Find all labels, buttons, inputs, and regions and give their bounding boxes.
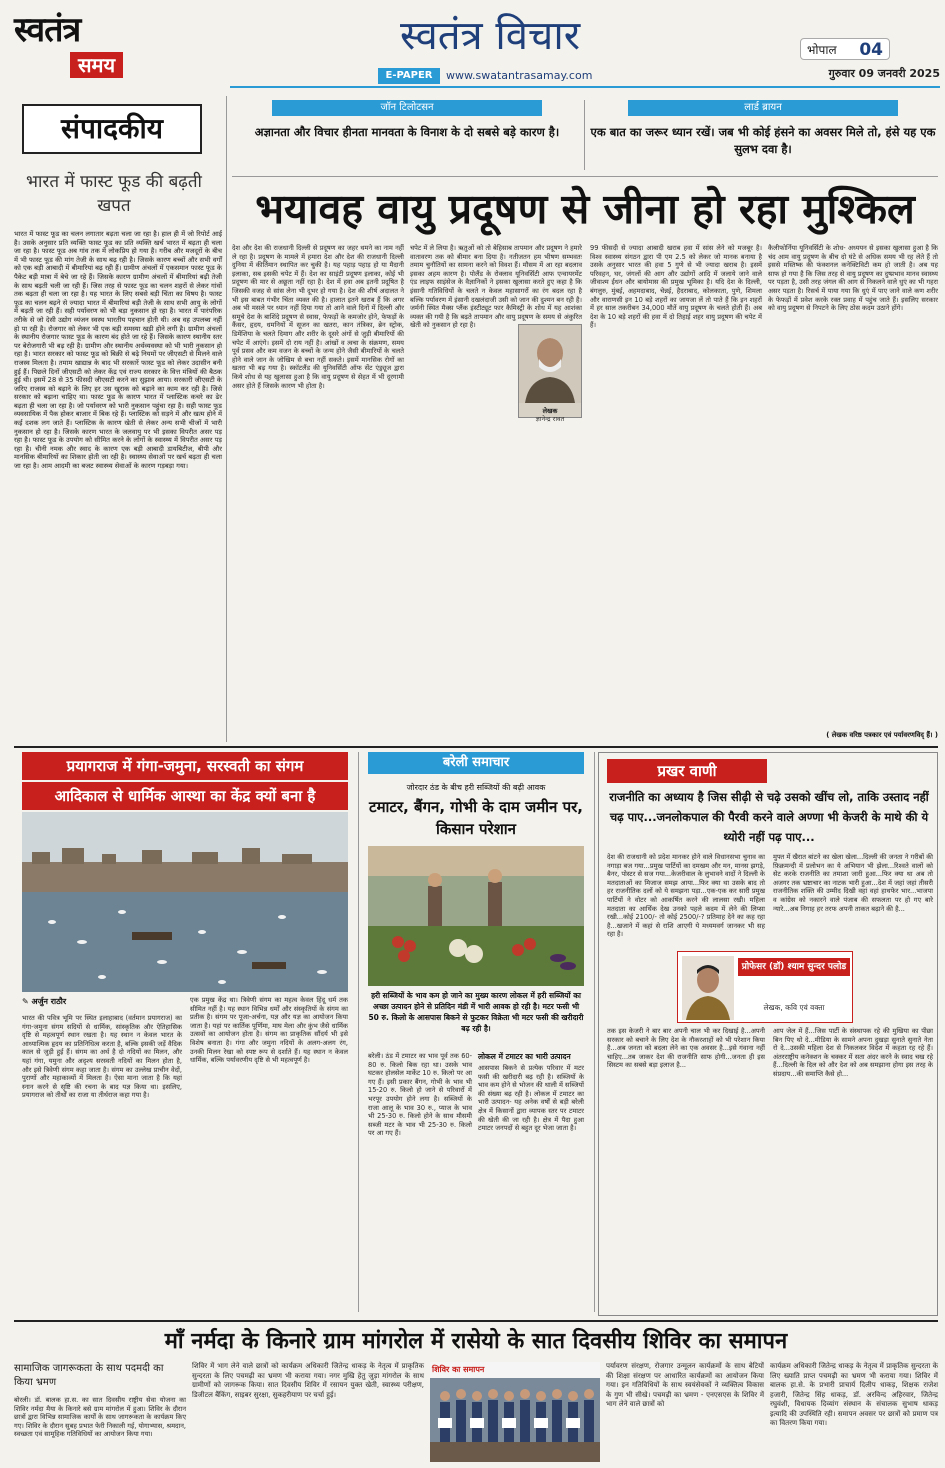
quote-2: [588, 96, 938, 176]
bareilly-kicker: जोरदार ठंड के बीच हरी सब्जियों की बढ़ी आवक: [406, 783, 546, 792]
vegetable-market-photo: [368, 846, 584, 986]
quote-divider: [584, 100, 585, 170]
lead-col-1: [232, 244, 404, 740]
bareilly-subhead: लोकल में टमाटर का भारी उत्पादन: [478, 1052, 571, 1061]
prakhar-section: प्रखर वाणी: [607, 759, 767, 783]
author-caption-name: ज्ञानेन्द्र रावत: [535, 415, 565, 423]
prayagraj-col-1: [22, 1014, 182, 1314]
logo[interactable]: [14, 10, 140, 88]
narmada-body-mid2-text: पर्यावरण संरक्षण, रोजगार उन्मूलन कार्यक्रमों के साथ बेटियों की शिक्षा संरक्षण पर आधारित कार्यक्रमों का आयोजन किया गया। इन गतिविधियों के साथ स्वयंसेवकों ने व्यक्तित्व विकास के गुण भी सीखे। पचमढ़ी का भ्रमण - एनएसएस के शिविर में भाग लेने वाले छात्रों को: [606, 1362, 764, 1408]
lead-col-3-text: 99 फीसदी से ज्यादा आबादी खराब हवा में सांस लेने को मजबूर है। विश्व स्वास्थ्य संगठन द्वारा पी एम 2.5 को लेकर जो मानक बनाया है उसके अनुसार भारत की हवा 5 गुणे से भी ज्यादा खराब है। इसमें परिवहन, घर, जंगलों की आग और उद्योगों आदि में जलाये जाने वाले जीवाश्म ईंधन और बायोमास की प्रमुख भूमिका है। यदि देश के दिल्ली, बंगलुरु, मुंबई, अहमदाबाद, चेन्नई, हैदराबाद, कोलकाता, पुणे, शिमला और वाराणसी इन 10 बड़े शहरों का जायजा लें तो पाते हैं कि इन शहरों में हर साल तकरीबन 34,000 मौतें वायु प्रदूषण के चलते होती हैं। अब देश के 10 बड़े शहरों की हवा में दो तिहाई शहर वायु प्रदूषण की चपेट में हैं।: [590, 244, 762, 330]
bareilly-col-1-text: बरेली। ठंड में टमाटर का भाव पूर्व तक 60-80 रु. किलो बिक रहा था। उसके भाव घटकर होलसेल मार्केट 10 रु. किलो पर आ गए हैं। इसी प्रकार बैंगन, गोभी के भाव भी 15-20 रु. किलो हो जाने से परिवारों में भरपूर उपयोग होने लगा है। सब्जियों के राजा आलू के भाव 30 रु., प्याज के भाव भी 25-30 रु. किलो होने के साथ मौसमी सब्जी मटर के भाव भी 25-30 रु. किलो पर आ गए हैं।: [368, 1052, 472, 1138]
lead-col-2-text: चपेट में ले लिया है। ऋतुओं को तो बेहिसाब तापमान और प्रदूषण ने हमारे वातावरण तक को बीमार बना दिया है। नतीजतन हम भीषण सम्भवतः तमाम चुनौतियों का सामना करने को विवश हैं। मौसम में आ रहा बदलाव इसका अहम कारण है। पोलैंड के रोक्लाव यूनिवर्सिटी आफ एन्वायरमेंट एंड लाइफ साइंसेज के वैज्ञानिकों ने इसका खुलासा करते हुए कहा है कि इंसानी गतिविधियों के चलते न केवल महासागरों का रंग बदल रहा है बल्कि पर्यावरण में इंसानी दखलंदाजी उसी को जान की दुश्मन बन रही है। जर्मनी स्थित मैक्स प्लैंक इंस्टीट्यूट फार कैमिस्ट्री के शोध में यह आशंका व्यक्त की गयी है कि बढ़ते तापमान और वायु प्रदूषण के समय से अंकुरित खेती को नुकसान हो रहा है।: [410, 244, 582, 330]
prakhar-author-title: लेखक, कवि एवं वक्ता: [763, 1003, 825, 1012]
page-number: 04: [859, 40, 883, 60]
sangam-photo: [22, 812, 348, 992]
narmada-body-mid1: [192, 1362, 424, 1460]
prayagraj-col-2: [190, 996, 348, 1314]
bareilly-col-1: [368, 1052, 472, 1314]
narmada-body-left: [14, 1396, 186, 1460]
prayagraj-divider: [358, 752, 359, 1312]
bareilly-divider: [594, 752, 595, 1312]
editorial-divider: [226, 96, 227, 742]
quote-2-author: लार्ड ब्रायन: [628, 100, 898, 116]
logo-bottom: समय: [70, 52, 123, 78]
lead-headline: भयावह वायु प्रदूषण से जीना हो रहा मुश्किल: [255, 185, 915, 233]
prakhar-col-1b: [607, 1027, 765, 1313]
lead-col-4-text: कैलीफोर्निया यूनिवर्सिटी के शोध- अध्ययन से इसका खुलासा हुआ है कि चंद आम वायु प्रदूषण के बीच दो घंटे से अधिक समय भी रह लेते हैं तो इससे मस्तिष्क की फंक्शनल कनेक्टिविटी कम हो जाती है। अब यह साफ हो गया है कि जिस तरह से वायु प्रदूषण का दुष्प्रभाव मानव स्वास्थ्य पर पड़ता है, उसी तरह जंगल की आग से निकलने वाले धुएं का भी गहरा असर पड़ता है। रिसर्च में पाया गया कि धुएं में पाए जाने वाले कण शरीर के फेफड़ों में प्रवेश करके रक्त प्रवाह में पहुंच जाते हैं। इसलिए सरकार को वायु प्रदूषण से निपटने के लिए ठोस कदम उठाने होंगे।: [768, 244, 938, 313]
quotes-bottom-rule: [232, 176, 938, 177]
lead-col-1-text: देश और देश की राजधानी दिल्ली से प्रदूषण का जहर थमने का नाम नहीं ले रहा है। प्रदूषण के मामले में हमारा देश और देश की राजधानी दिल्ली दुनिया में कीर्तिमान स्थापित कर चुकी है। यह पहाड़ पहाड़ हो या मैदानी इलाका, सब इसकी चपेट में हैं। देश का साइंटी प्रदूषण इलाका, कोई भी प्रदूषण की मार से अछूता नहीं रहा है। देश में हवा अब इतनी प्रदूषित है जिसकी वजह से सांस लेना भी दूभर हो गया है। देश की शीर्ष अदालत ने भी इस बाबत गंभीर चिंता व्यक्त की है। हालात इतने खराब हैं कि अगर अब भी मसले पर ध्यान नहीं दिया गया तो आने वाले दिनों में दिल्ली और समूचे देश के बाशिंदे प्रदूषण से स्वास, फेफड़ों के कमजोर होने, फेफड़ों के कैंसर, हृदय, धमनियों में सूजन का खतरा, कान तंत्रिका, ब्रेन स्ट्रोक, डिमेंशिया के चलते दिमाग और शरीर के दूसरे अंगों से जुड़ी बीमारियों की चपेट में आएंगे। इसमें दो राय नहीं है। आंखों व त्वचा के संक्रमण, समय पूर्व प्रसव और कम वजन के बच्चों के जन्म होने जैसी बीमारियों के चलते होने वाले जान के जोखिम से बचा नहीं सकते। इसमें मानसिक रोगों का खतरा भी बढ़ गया है। स्कॉटलैंड की यूनिवर्सिटी ऑफ सेंट एंड्र्यूज द्वारा किये शोध से यह खुलासा हुआ है कि वायु प्रदूषण से सेहत में भी दूरगामी असर होते हैं जिसके कारण भी होता है।: [232, 244, 404, 390]
narmada-body-right: [770, 1362, 938, 1460]
bareilly-headline: टमाटर, बैंगन, गोभी के दाम जमीन पर, किसान परेशान: [369, 798, 583, 838]
prakhar-headline: राजनीति का अध्याय है जिस सीढ़ी से चढ़े उसको खींच लो, ताकि उस्ताद नहीं चढ़ पाए...जनलोकपाल की पैरवी करने वाले अण्णा भी केजरी के माथे की ये थ्योरी नहीं पढ़ पाए...: [609, 790, 929, 844]
lead-col-4: [768, 244, 938, 728]
epaper-label: E-PAPER: [378, 68, 440, 84]
narmada-sub-left: सामाजिक जागरूकता के साथ पदमदी का किया भ्रमण: [14, 1363, 164, 1388]
bareilly-section: बरेली समाचार: [368, 752, 584, 774]
prakhar-col-3-text: आप जेल में हैं...जिस पार्टी के संस्थापक रहे की मुखिया का पीछा बिन पिए थो दे...मीडिया के सामने अपना दुखड़ा सुनाते सुनाते नेता रो दे...उसकी महिला देश से निकलकर विदेश में कहता रह रहे हैं। अंतरराष्ट्रीय कनेक्शन के चक्कर में सता अंदर करने के स्वाद चख रहे हैं...दिल्ली के दिल को और देश को अब समझाना होगा इस तरह के संप्रदाय...की समाप्ति कैसे हो...: [773, 1027, 933, 1078]
narmada-headline: माँ नर्मदा के किनारे ग्राम मांगरोल में रासेयो के सात दिवसीय शिविर का समापन: [164, 1329, 788, 1354]
logo-top: स्वतंत्र: [14, 10, 81, 50]
quote-1-author: जॉन टिलोटसन: [272, 100, 542, 116]
narmada-body-right-text: कार्यक्रम अधिकारी जितेन्द्र धाकड़ के नेतृत्व में प्राकृतिक सुन्दरता के लिए ख्याति प्राप्त पचमढ़ी का भ्रमण भी कराया गया। शिविर में बालक हा.से. के प्रभारी प्राचार्य दिलीप धाकड़, शिक्षक राजेश हजारी, जितेन्द्र सिंह धाकड़, डॉ. अरविन्द अहिरवार, जितेन्द्र रघुवंशी, विधायक दिव्यांग संस्थान के संचालक सुभाष धाकड़ इत्यादि की उपस्थिति रही। समापन अवसर पर छात्रों को प्रमाण पत्र का वितरण किया गया।: [770, 1362, 938, 1427]
pen-icon: ✎: [22, 997, 32, 1006]
section-title: स्वतंत्र विचार: [399, 13, 581, 59]
prakhar-col-2-text: मुफ्त में खैरात बांटने का खेला खेला...दिल्ली की जनता ने गरीबों की फ़िक्रमन्दी में प्रलोभन का ये अभियान भी झेला...रिश्वते वालों को सेट करके राजनीति का तमाशा जारी हुआ...फिर क्या था अब तो अजगर तक भ्रष्टाचार का नाटक भारी हुआ...देश में जहां जहां तीसरी राजनीतिक शक्ति की उम्मीद दिखी वहां वहां हाथफेर भार...भाजपा व कांग्रेस को नकारने वाले पंजाब की सफलता पर हो गए बारे न्यारे...अब निगाह हर तरफ अपनी ताकत बढ़ाने की है...: [773, 853, 933, 913]
bottom-rule: [14, 1320, 938, 1322]
prakhar-author-box: [677, 951, 853, 1023]
prakhar-block: [598, 752, 938, 1316]
bareilly-col-2-text: आसपास बिकने से प्रत्येक परिवार में मटर फसी की खरीदारी बढ़ रही है। सब्जियों के भाव कम होने से भोजन की थाली में सब्जियों की संख्या बढ़ रही है। लोकल में टमाटर का भारी उत्पादन- यह अनेक वर्षों से बड़ी बरेली क्षेत्र में किसानों द्वारा व्यापक स्तर पर टमाटर की खेती की जा रही है। क्षेत्र में पैदा हुआ टमाटर जनपदों से बहुत दूर भेजा जाता है।: [478, 1064, 584, 1133]
masthead-rule: [230, 86, 940, 88]
author-photo-box: [518, 324, 582, 423]
editorial-label-box: [22, 104, 202, 154]
prayagraj-headline-1: प्रयागराज में गंगा-जमुना, सरस्वती का संगम: [22, 752, 348, 780]
nss-photo-banner: शिविर का समापन: [432, 1365, 485, 1374]
quote-1-text: अज्ञानता और विचार हीनता मानवता के विनाश के दो सबसे बड़े कारण है।: [254, 125, 560, 139]
narmada-body-mid2: [606, 1362, 764, 1460]
editorial-column: [14, 94, 222, 744]
prayagraj-headline-2: आदिकाल से धार्मिक आस्था का केंद्र क्यों बना है: [22, 782, 348, 810]
prakhar-col-4-text: तक इस केजरी ने बार बार अपनी चाल भी कर दिखाई है...अपनी सरकार को बचाने के लिए देश के नौकरशाहों को भी परेशान किया है...अब जनता को बदला लेने का एक अवसर है...इसे गंवाना नहीं चाहिए...तब जाकर देश की राजनीति साफ होगी...जनता ही इस सिस्टम का सबसे बड़ा इलाज है...: [607, 1027, 765, 1070]
editorial-body: भारत में फास्ट फूड का चलन लगातार बढ़ता चला जा रहा है। हाल ही में जो रिपोर्ट आई है। उसके अनुसार प्रति व्यक्ति फास्ट फूड का प्रति व्यक्ति खर्च भारत में बढ़ता ही चला जा रहा है। फास्ट फूड अब गांव तक में लोकप्रिय हो गया है। गरीब और मजदूरों के बीच में भी फास्ट फूड की मांग तेजी के साथ बढ़ रही है। जिसके कारण बच्चों और सभी वर्गों को एक बड़ी आबादी में बीमारियां बढ़ रही हैं। ग्रामीण अंचलों में एकसमान फास्ट फूड के पैकेट बड़ी मात्रा में बेचे जा रहे हैं। जिसके कारण ग्रामीण अंचलों में बीमारियां बढ़ी तेजी के साथ बढ़ती चली जा रही हैं। जिस तरह से फास्ट फूड का चलन शहरों से लेकर गांवों तक बढ़ता ही चला जा रहा है। यह भारत के लिए सबसे बड़ी चिंता का विषय है। फास्ट फूड का चलन बढ़ने से ज्यादा भारत में बीमारियां बड़ी तेजी के साथ सभी आयु के लोगों में बढ़ती जा रही हैं। सही पर्यावरण को भी बड़ा नुकसान हो रहा है। भारत में पारंपरिक तरीके से जो देसी उद्योग व्यंजन स्वस्थ भारतीय पहचान होती थी। अब वह उपलब्ध नहीं हो पा रही है। रोजगार को लेकर भी एक बड़ी समस्या खड़ी होने लगी है। ग्रामीण अंचलों के स्थानीय रोजगार फास्ट फूड के कारण बंद होते जा रहे हैं। जिसके कारण स्थानीय स्तर पर बेरोजगारी भी बढ़ रही है। ग्रामीण और स्थानीय अर्थव्यवस्था को भी भारी नुकसान हो रहा है। भारत सरकार को फास्ट फूड को बिक्री से बढ़े नियमों पर जीएसटी से मिलने वाले राजस्व मिलता है। तमाम खाद्यान्न के बाद भी सरकारें फास्ट फूड को लेकर उदासीन बनी हुई हैं। पिछले दिनों जीएसटी को लेकर केंद्र एवं राज्य सरकार के वित्त मंत्रियों की बैठक हुई थी। इसमें 28 से 35 फीसदी जीएसटी करने का सुझाव आया। सरकारी जीएसटी के जरिए राजस्व को बढ़ाने के लिए हर उस खुराक को बढ़ाने का काम कर रही है। जिसे सरकार को बढ़ाना चाहिए था। फास्ट फूड के कारण भारत में प्लास्टिक कचरे का ढेर बढ़ता ही चला जा रहा है। जो पर्यावरण को भारी नुकसान पहुंचा रहा है। सही फास्ट फूड व्यवसायिक मेंं पैक होकर बाजार में बिक रहे हैं। प्लास्टिक को सड़ने में और खत्म होने में कई दशक लग जाते हैं। प्लास्टिक के कारण खेती से लेकर अन्य सभी चीजों में भारी नुकसान हो रहा है। जिसके कारण भारत के जलवायु पर भी इसका विपरीत असर पड़ रहा है। फास्ट फूड के उपयोग को सीमित करने के लोगों के स्वास्थ्य में विपरीत असर पड़ रहा है। चीनी नमक और स्वाद के कारण एक बड़ी आबादी डायबिटीज, बीपी और मानसिक बीमारियों का शिकार होती जा रही है। स्वास्थ्य सेवाओं पर खर्च बढ़ता ही चला जा रहा है। आम आदमी का बजट स्वास्थ्य सेवाओं के कारण गड़बड़ा गया।: [14, 230, 222, 471]
lead-footnote: ( लेखक वरिष्ठ पत्रकार एवं पर्यावरणविद् हैं। ): [826, 731, 938, 739]
prakhar-author-photo: [682, 956, 734, 1020]
quote-1: [232, 96, 582, 176]
lead-col-3: [590, 244, 762, 740]
website-link[interactable]: www.swatantrasamay.com: [446, 69, 593, 82]
quote-2-text: एक बात का जरूर ध्यान रखें। जब भी कोई हंसने का अवसर मिले तो, हंसे यह एक सुलभ दवा है।: [590, 125, 936, 156]
editorial-title: भारत में फास्ट फूड की बढ़ती खपत: [26, 172, 202, 216]
mid-rule: [14, 746, 938, 748]
prakhar-col-1-text: देश की राजधानी को प्रदेश मानकर होने वाले विधानसभा चुनाव का नगाड़ा बज गया...प्रमुख पार्टियों का दमखम और मन, मानस झगड़े, बैनर, पोस्टर से सज गया...केजरीवाल के लुभावने वादों ने दिल्ली के मतदाताओं का मिजाज समझ आया...फिर क्या था उसके बाद तो हर राजनीतिक दलों को ये समझना पड़ा...एक-एक कर सारी प्रमुख पार्टियों ने वोटर को आकर्षित करने की लालसा रखी। महिला मतदाता का आर्थिक देख उनको पहले कदम में लेने की लिप्सा रखी...कोई 2100/- तो कोई 2500/-? प्रतिमाह देने का कह रहा है...खजाने में कहां से राशि आएगी ये मध्यमवर्ग जानकर भी सह रहा है।: [607, 853, 765, 939]
lead-col-2: [410, 244, 582, 740]
prakhar-col-1: [607, 853, 765, 949]
prayagraj-byline-text: अर्जुन राठौर: [31, 997, 67, 1006]
quotes-bar: [232, 96, 938, 176]
prakhar-col-3: [773, 1027, 933, 1313]
city-badge: [800, 38, 890, 60]
narmada-body-mid1-text: शिविर में भाग लेने वाले छात्रों को कार्यक्रम अधिकारी जितेन्द्र धाकड़ के नेतृत्व में प्राकृतिक सुन्दरता के लिए पचमढ़ी का भ्रमण भी कराया गया। नगर मुखि हेतु जुड़ा मांगरोल के साथ ग्रामीणों को जागरूक किया। सात दिवसीय शिविर में रसायन युक्त खेती, स्वास्थ्य परीक्षण, डिजीटल बैंकिंग, साइबर सुरक्षा, सुकहरीयाण पर चर्चा हुई।: [192, 1362, 424, 1399]
prayagraj-col-1-text: भारत की पवित्र भूमि पर स्थित इलाहाबाद (वर्तमान प्रयागराज) का गंगा-जमुना संगम सदियों से धार्मिक, सांस्कृतिक और ऐतिहासिक दृष्टि से महत्वपूर्ण स्थान रखता है। यह स्थान न केवल भारत के आध्यात्मिक हृदय का प्रतिनिधित्व करता है, बल्कि इसकी जड़ें वैदिक काल से जुड़ी हुई हैं। संगम का अर्थ है दो नदियों का मिलन, और यहां गंगा, यमुना और अदृश्य सरस्वती नदियों का मिलन होता है, और इसे त्रिवेणी संगम कहा जाता है। संगम का उल्लेख प्राचीन वेदों, पुराणों और महाकाव्यों में मिलता है। ऐसा माना जाता है कि यहां स्नान करने से सृष्टि की रचना के बाद यज्ञ किया था। इसलिए, प्रयागराज को तीर्थों का राजा या तीर्थराज कहा गया है।: [22, 1014, 182, 1100]
editorial-label: संपादकीय: [61, 112, 163, 145]
date: गुरुवार 09 जनवरी 2025: [828, 67, 940, 80]
masthead: [0, 0, 945, 92]
author-photo: [519, 325, 581, 403]
bareilly-col-2: [478, 1052, 584, 1314]
prakhar-col-2: [773, 853, 933, 949]
narmada-body-left-text: बोरली। डॉ. बालक हा.स. का सात दिवसीय राष्ट्रीय सेवा योजना का शिविर नर्मदा मैया के किनारे बसे ग्राम मांगरोल में हुआ। शिविर के दौरान छात्रों द्वारा विभिन्न सामाजिक कार्यों के साथ जागरूकता के कार्यक्रम किए गए। शिविर के दौरान सुबह प्रभात फेरी निकाली गई, योगाभ्यास, श्रमदान, स्वच्छता एवं सामूहिक गतिविधियों का आयोजन किया गया।: [14, 1396, 186, 1439]
nss-camp-photo: [430, 1362, 600, 1462]
prayagraj-byline: [22, 996, 142, 1008]
bareilly-block: [362, 752, 590, 1316]
author-caption-label: लेखक: [542, 407, 558, 415]
city: भोपाल: [807, 43, 837, 57]
bareilly-caption: हरी सब्जियों के भाव कम हो जाने का मुख्य कारण लोकल में हरी सब्जियों का अच्छा उत्पादन होने से प्रतिदिन मंडी में भारी आवक हो रही है। मटर फसी भी 50 रु. किलो के आसपास बिकने से फुटकर विक्रेता भी मटर फसी की खरीदारी बढ़ रही है।: [368, 991, 584, 1033]
prayagraj-block: [14, 752, 354, 1316]
prakhar-author-name: प्रोफेसर (डॉ) श्याम सुन्दर पलोड: [738, 958, 850, 976]
prayagraj-col-2-text: एक प्रमुख केंद्र था। त्रिवेणी संगम का महत्व केवल हिंदू धर्म तक सीमित नहीं है। यह स्थान विभिन्न धर्मों और संस्कृतियों के संगम का प्रतीक है। संगम पर पूजा-अर्चना, यज्ञ और यज्ञ का आयोजन किया जाता है। यहां पर कार्तिक पूर्णिमा, माघ मेला और कुंभ जैसे धार्मिक उत्सवों का आयोजन होता है। संगम का प्राकृतिक सौंदर्य भी इसे विशेष बनाता है। गंगा और जमुना नदियों के अलग-अलग रंग, उनकी मिलन रेखा को स्पष्ट रूप से दर्शाते हैं। यह स्थान न केवल धार्मिक, बल्कि पर्यावरणीय दृष्टि से भी महत्वपूर्ण है।: [190, 996, 348, 1065]
